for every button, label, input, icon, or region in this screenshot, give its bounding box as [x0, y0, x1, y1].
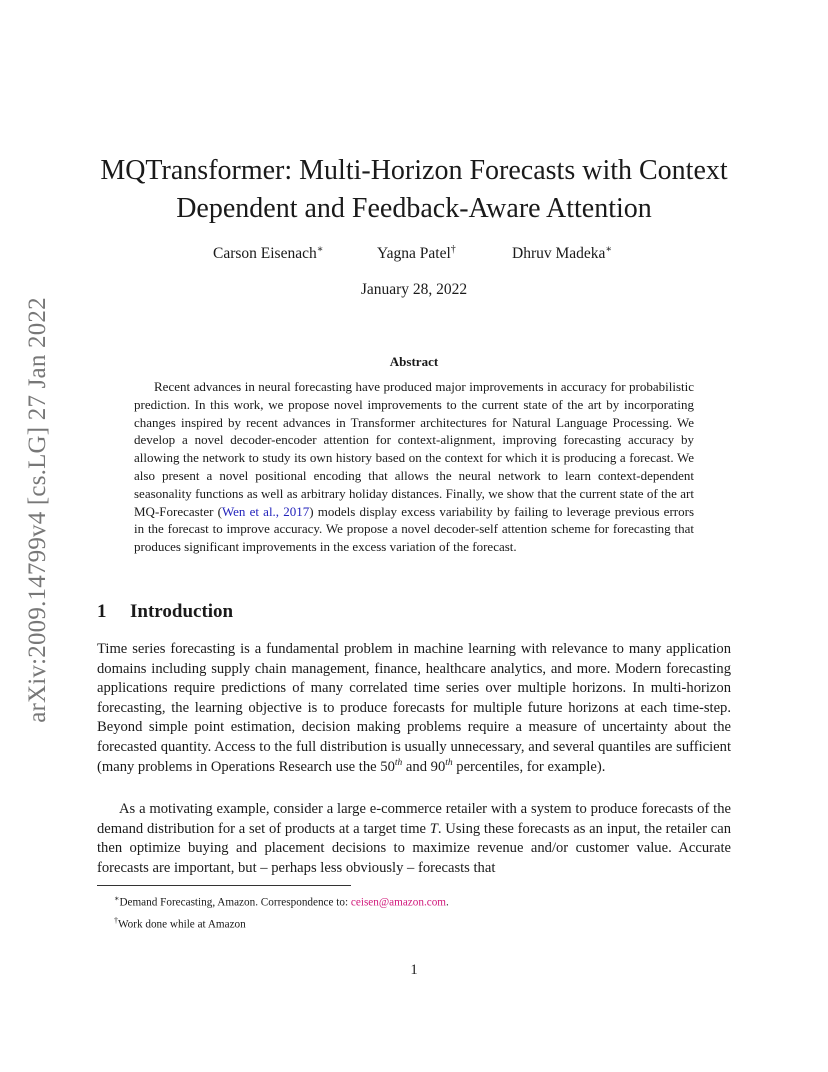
- publication-date: January 28, 2022: [360, 281, 468, 298]
- title-line-1: MQTransformer: Multi-Horizon Forecasts with Context: [100, 155, 728, 186]
- author-3: [512, 244, 612, 263]
- footnote-2: [114, 912, 734, 934]
- paragraph-text: and: [402, 758, 431, 775]
- author-name: Dhruv Madeka: [512, 245, 606, 263]
- paragraph-text: As a motivating example, consider a large e-commerce retailer with a system to produce forecasts of the demand distribution for a set of products at a target time: [97, 801, 731, 837]
- math-variable: T: [429, 820, 438, 837]
- section-number: 1: [97, 601, 107, 622]
- arxiv-identifier-stamp: arXiv:2009.14799v4 [cs.LG] 27 Jan 2022: [24, 297, 51, 723]
- footnote-mark: ∗: [114, 894, 120, 903]
- paragraph-text: Time series forecasting is a fundamental problem in machine learning with relevance to many application domains including supply chain management, finance, healthcare analytics, and more. Modern forecasting applications require predictions of many correlated time series over multiple horizons. In multi-horizon forecasting, the learning objective is to produce forecasts for multiple future horizons at each time-step. Beyond simple point estimation, decision making problems require a measure of uncertainty about the forecasted quantity. Access to the full distribution is usually unnecessary, and several quantiles are sufficient (many problems in Operations Research use the: [97, 641, 731, 775]
- percentile-value: 90: [430, 758, 446, 775]
- paragraph-text: . Using these forecasts as an input, the retailer can then optimize buying and placement decisions to maximize revenue and/or customer value. Accurate forecasts are important, but – perhaps less obviously – forecasts that: [97, 820, 731, 876]
- paragraph-text: percentiles, for example).: [452, 758, 606, 775]
- intro-paragraph-2: [97, 800, 731, 878]
- abstract-text-part-1: Recent advances in neural forecasting have produced major improvements in accuracy for probabilistic prediction. In this work, we propose novel improvements to the current state of the art by incorporating changes inspired by recent advances in Transformer architectures for Natural Language Processing. We develop a novel decoder-encoder attention for context-alignment, improving forecasting accuracy by allowing the network to study its own history based on the context for which it is producing a forecast. We also present a novel positional encoding that allows the neural network to learn context-dependent seasonality functions as well as arbitrary holiday distances. Finally, we show that the current state of the art MQ-Forecaster (: [134, 379, 694, 519]
- affiliation-mark: †: [450, 244, 456, 255]
- abstract-text-part-2: ) models display excess variability by failing to leverage previous errors in the forecast to improve accuracy. We propose a novel decoder-self attention scheme for forecasting that produces significant improvements in the excess variation of the forecast.: [134, 503, 695, 555]
- footnotes: [114, 890, 734, 933]
- footnote-text-tail: .: [446, 896, 449, 909]
- percentile-value: 50: [380, 758, 395, 775]
- footnote-text: Demand Forecasting, Amazon. Correspondence to:: [119, 896, 351, 909]
- paper-title: [60, 152, 768, 228]
- citation-link[interactable]: Wen et al., 2017: [221, 503, 310, 519]
- page-number: 1: [410, 962, 418, 978]
- abstract-heading: Abstract: [389, 354, 439, 369]
- footnote-1: [114, 890, 734, 912]
- author-1: [213, 244, 324, 263]
- section-title: Introduction: [130, 601, 234, 622]
- author-name: Yagna Patel: [377, 245, 451, 263]
- footnote-divider: [97, 885, 351, 886]
- affiliation-mark: ∗: [316, 244, 324, 255]
- email-link[interactable]: ceisen@amazon.com: [350, 896, 447, 909]
- footnote-mark: †: [114, 915, 118, 925]
- affiliation-mark: ∗: [605, 244, 613, 255]
- abstract-text: [134, 378, 694, 556]
- section-heading-introduction: [97, 601, 233, 623]
- ordinal-superscript: th: [445, 757, 453, 768]
- title-line-2: Dependent and Feedback-Aware Attention: [176, 193, 652, 224]
- author-name: Carson Eisenach: [213, 245, 317, 263]
- ordinal-superscript: th: [394, 757, 403, 768]
- author-2: [377, 244, 456, 263]
- intro-paragraph-1: [97, 640, 731, 777]
- footnote-text: Work done while at Amazon: [118, 918, 246, 931]
